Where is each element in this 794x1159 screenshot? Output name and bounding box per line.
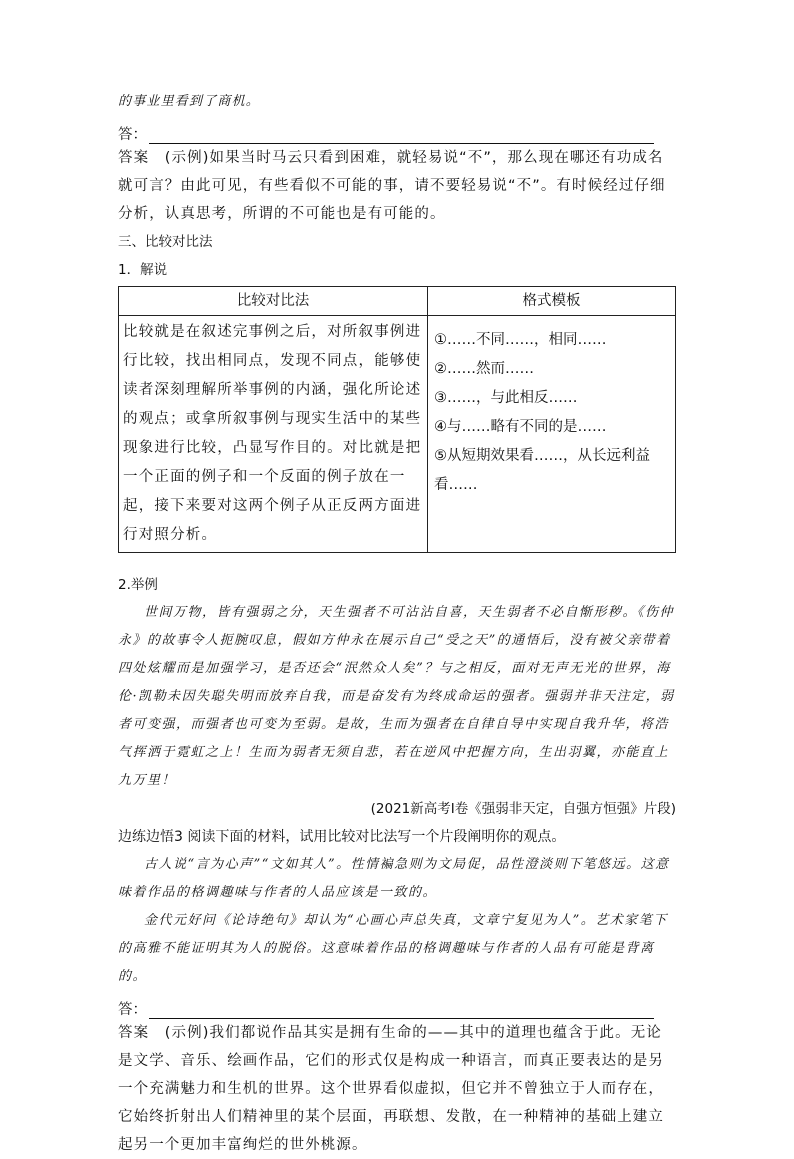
table-cell-description: 比较就是在叙述完事例之后，对所叙事例进行比较，找出相同点，发现不同点，能够使读者深刻理解所举事例的内涵，强化所论述的观点；或拿所叙事例与现实生活中的某些现象进行比较，凸显写作目的。对比就是把一个正面的例子和一个反面的例子放在一起，接下来要对这两个例子从正反两方面进行对照分析。 (119, 316, 428, 553)
template-item: ③……，与此相反…… (434, 390, 578, 406)
table-cell-templates (428, 316, 676, 553)
template-item: ⑤从短期效果看……，从长远利益看…… (434, 448, 650, 493)
document-page (118, 88, 676, 1159)
table-header-left: 比较对比法 (119, 287, 428, 316)
answer-line-2[interactable] (118, 991, 676, 1019)
answer-blank[interactable] (149, 1000, 654, 1019)
top-fragment: 的事业里看到了商机。 (118, 94, 261, 109)
answer-label: 答： (118, 1002, 147, 1018)
sub-2-title: 2.举例 (118, 577, 158, 593)
template-item: ②……然而…… (434, 361, 534, 377)
sub-1-title: 1．解说 (118, 262, 168, 278)
answer-label: 答： (118, 127, 147, 143)
answer-1: 答案 (示例)如果当时马云只看到困难，就轻易说“不”，那么现在哪还有功成名就可言？由此可见，有些看似不可能的事，请不要轻易说“不”。有时候经过仔细分析，认真思考，所谓的不可能也是有可能的。 (118, 150, 666, 222)
example-paragraph: 世间万物，皆有强弱之分，天生强者不可沾沾自喜，天生弱者不必自惭形秽。《伤仲永》的故事令人扼腕叹息，假如方仲永在展示自己“受之天”的通悟后，没有被父亲带着四处炫耀而是加强学习，是否还会“泯然众人矣”？与之相反，面对无声无光的世界，海伦·凯勒未因失聪失明而放弃自我，而是奋发有为终成命运的强者。强弱并非天注定，弱者可变强，而强者也可变为至弱。是故，生而为强者在自律自导中实现自我升华，将浩气挥洒于霓虹之上！生而为弱者无须自悲，若在逆风中把握方向，生出羽翼，亦能直上九万里！ (118, 605, 675, 788)
section-3-title: 三、比较对比法 (118, 234, 213, 250)
answer-2: 答案 (示例)我们都说作品其实是拥有生命的——其中的道理也蕴含于此。无论是文学、音乐、绘画作品，它们的形式仅是构成一种语言，而真正要表达的是另一个充满魅力和生机的世界。这个世界看似虚拟，但它并不曾独立于人而存在，它始终折射出人们精神里的某个层面，再联想、发散，在一种精神的基础上建立起另一个更加丰富绚烂的世外桃源。 (118, 1025, 664, 1153)
answer-blank[interactable] (149, 125, 654, 144)
material-1: 古人说“言为心声”“文如其人”。性情褊急则为文局促，品性澄淡则下笔悠远。这意味着作品的格调趣味与作者的人品应该是一致的。 (118, 857, 670, 900)
material-2: 金代元好问《论诗绝句》却认为“心画心声总失真，文章宁复见为人”。艺术家笔下的高雅不能证明其为人的脱俗。这意味着作品的格调趣味与作者的人品有可能是背离的。 (118, 913, 668, 984)
comparison-table (118, 286, 676, 553)
template-item: ①……不同……，相同…… (434, 332, 607, 348)
answer-line-1[interactable] (118, 116, 676, 144)
example-source: (2021新高考Ⅰ卷《强弱非天定，自强方恒强》片段) (370, 801, 676, 817)
template-item: ④与……略有不同的是…… (434, 419, 607, 435)
exercise-title: 边练边悟3 阅读下面的材料，试用比较对比法写一个片段阐明你的观点。 (118, 829, 566, 845)
table-header-right: 格式模板 (428, 287, 676, 316)
